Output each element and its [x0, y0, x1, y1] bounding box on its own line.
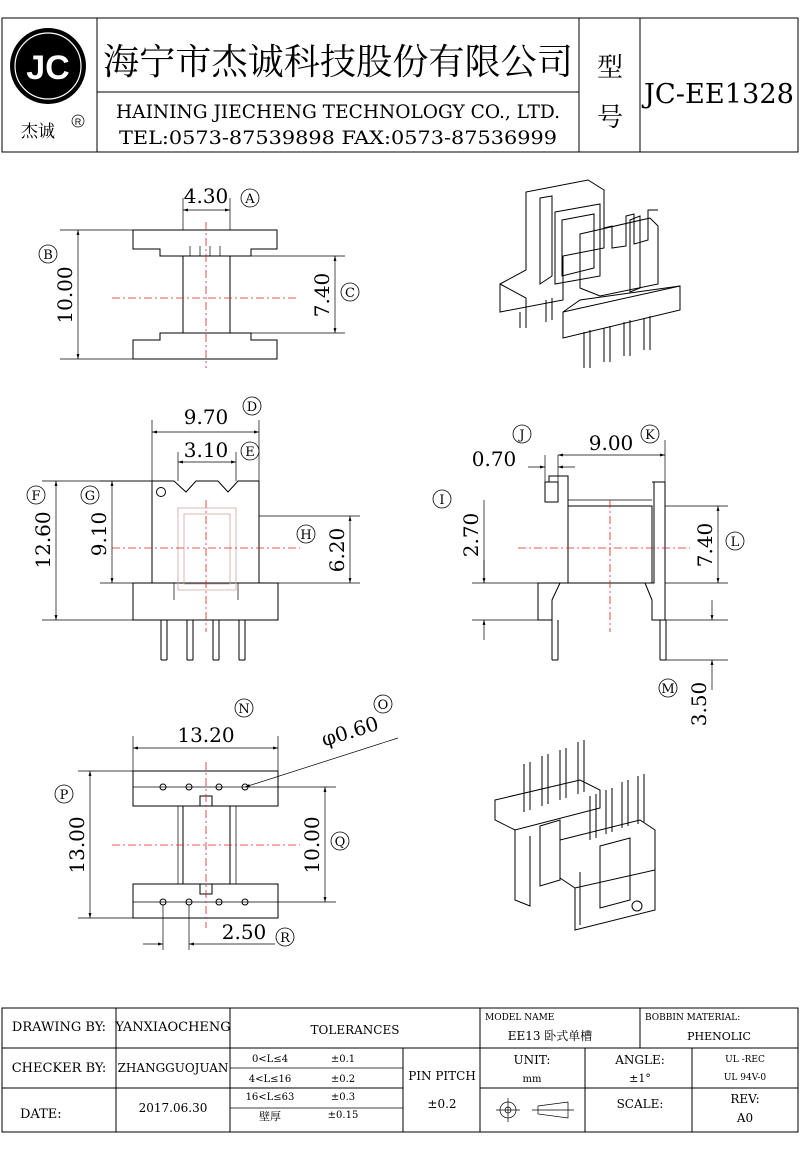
- dim-g-value: 9.10: [87, 511, 111, 557]
- marker-m: M: [661, 682, 675, 697]
- scale-label: SCALE:: [616, 1097, 664, 1111]
- model-label-1: 型: [596, 52, 624, 82]
- model-name-label: MODEL NAME: [485, 1013, 555, 1023]
- dim-p-value: 13.00: [65, 816, 89, 874]
- side-view: [459, 431, 728, 726]
- dim-c-value: 7.40: [310, 272, 334, 318]
- angle-value: ±1°: [629, 1072, 651, 1085]
- dim-d-value: 9.70: [183, 405, 229, 429]
- date-label: DATE:: [20, 1107, 62, 1122]
- marker-o: O: [377, 698, 389, 713]
- company-name-cn: 海宁市杰诚科技股份有限公司: [103, 41, 573, 82]
- bobbin-material-value: PHENOLIC: [687, 1030, 751, 1043]
- marker-k: K: [645, 428, 655, 443]
- checker-by-label: CHECKER BY:: [11, 1061, 107, 1076]
- top-view: [53, 184, 345, 368]
- tol-4-range: 壁厚: [259, 1111, 281, 1123]
- dim-f-value: 12.60: [31, 511, 55, 569]
- logo-caption: 杰诚: [21, 122, 55, 141]
- bottom-view: [65, 711, 398, 950]
- dim-a-value: 4.30: [183, 184, 229, 208]
- model-number: JC-EE1328: [640, 79, 794, 110]
- rev-value: A0: [736, 1111, 754, 1125]
- dim-r-value: 2.50: [221, 920, 267, 944]
- company-logo: [10, 28, 86, 104]
- tol-2-range: 4<L≤16: [248, 1074, 292, 1085]
- marker-f: F: [31, 489, 41, 504]
- projection-symbol: [496, 1098, 574, 1122]
- pin-pitch-label: PIN PITCH: [408, 1069, 476, 1083]
- unit-label: UNIT:: [513, 1053, 551, 1067]
- marker-r: R: [280, 931, 290, 946]
- marker-q: Q: [334, 835, 346, 850]
- company-name-en: HAINING JIECHENG TECHNOLOGY CO., LTD.: [116, 101, 560, 123]
- marker-j: J: [519, 428, 525, 443]
- dim-l-value: 7.40: [693, 522, 717, 568]
- marker-n: N: [238, 702, 250, 717]
- tol-2-value: ±0.2: [330, 1074, 356, 1085]
- marker-d: D: [246, 400, 258, 415]
- marker-b: B: [43, 248, 53, 263]
- checker-by-value: ZHANGGUOJUAN: [117, 1061, 229, 1075]
- dim-b-value: 10.00: [53, 266, 77, 324]
- isometric-view-top: [500, 180, 680, 368]
- marker-l: L: [730, 535, 740, 550]
- model-label-2: 号: [596, 102, 624, 132]
- tol-3-range: 16<L≤63: [245, 1092, 295, 1103]
- tol-1-range: 0<L≤4: [251, 1054, 289, 1065]
- logo-text: JC: [26, 49, 70, 87]
- drawing-by-label: DRAWING BY:: [11, 1020, 107, 1035]
- dim-o-value: φ0.60: [318, 711, 382, 752]
- model-name-value: EE13 卧式单槽: [507, 1029, 593, 1043]
- dim-m-value: 3.50: [687, 681, 711, 727]
- tol-1-value: ±0.1: [330, 1054, 356, 1065]
- dim-k-value: 9.00: [588, 431, 634, 455]
- pin-pitch-value: ±0.2: [427, 1097, 457, 1111]
- marker-a: A: [245, 192, 255, 207]
- marker-c: C: [345, 286, 355, 301]
- dimension-markers: [27, 189, 744, 946]
- marker-h: H: [300, 528, 312, 543]
- dim-e-value: 3.10: [183, 438, 229, 462]
- tol-4-value: ±0.15: [327, 1110, 359, 1121]
- dim-n-value: 13.20: [177, 723, 235, 747]
- ul-94v0: UL 94V-0: [723, 1073, 767, 1083]
- title-block: [2, 18, 798, 152]
- ul-rec: UL -REC: [725, 1055, 765, 1065]
- isometric-view-bottom: [495, 740, 655, 930]
- company-contact: TEL:0573-87539898 FAX:0573-87536999: [119, 127, 557, 149]
- drawing-by-value: YANXIAOCHENG: [115, 1020, 231, 1035]
- dim-q-value: 10.00: [300, 816, 324, 874]
- marker-i: I: [439, 493, 445, 508]
- marker-e: E: [245, 445, 255, 460]
- footer-table: [2, 1008, 798, 1132]
- bobbin-material-label: BOBBIN MATERIAL:: [645, 1013, 741, 1023]
- tol-3-value: ±0.3: [330, 1092, 356, 1103]
- angle-label: ANGLE:: [615, 1053, 665, 1067]
- dim-j-value: 0.70: [471, 447, 517, 471]
- dim-i-value: 2.70: [459, 512, 483, 558]
- registered-mark: R: [74, 117, 82, 127]
- marker-g: G: [84, 489, 96, 504]
- unit-value: mm: [522, 1074, 542, 1085]
- tolerances-label: TOLERANCES: [310, 1023, 400, 1037]
- date-value: 2017.06.30: [138, 1101, 208, 1115]
- rev-label: REV:: [730, 1092, 760, 1106]
- dim-h-value: 6.20: [325, 527, 349, 573]
- marker-p: P: [59, 788, 69, 803]
